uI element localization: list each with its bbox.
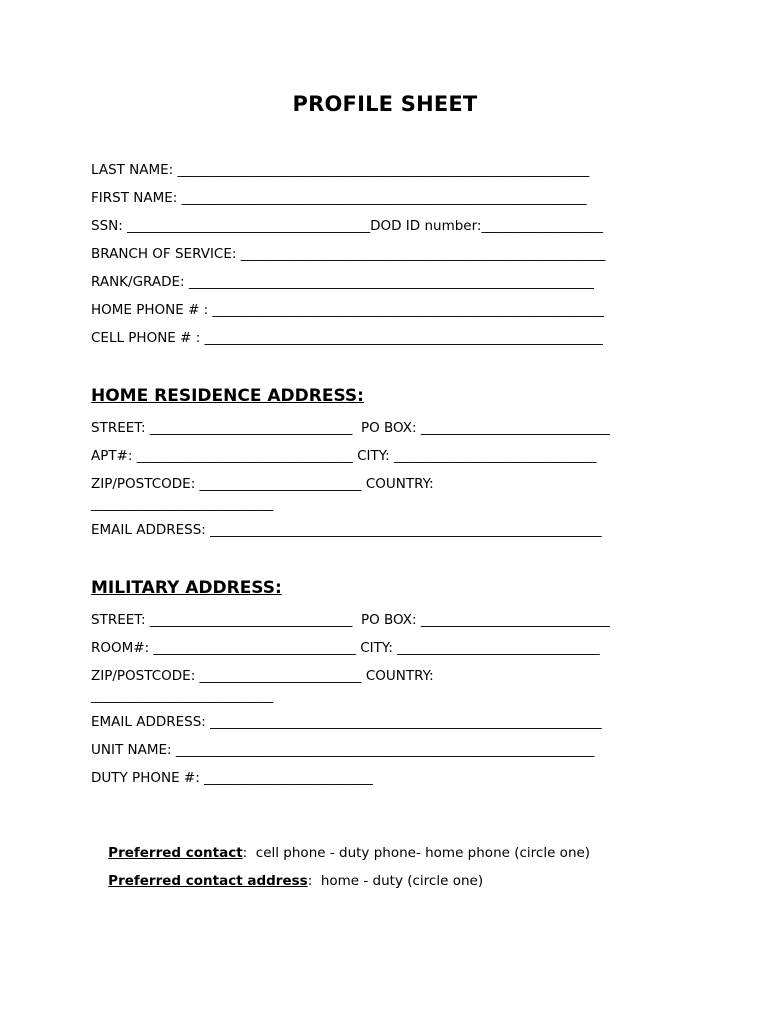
cell-phone-field[interactable]: CELL PHONE # : ___________________________________________________________ (91, 330, 603, 346)
duty-phone-field[interactable]: DUTY PHONE #: _________________________ (91, 770, 373, 786)
rank-grade-field[interactable]: RANK/GRADE: ____________________________________________________________ (91, 274, 594, 290)
home-phone-field[interactable]: HOME PHONE # : __________________________________________________________ (91, 302, 605, 318)
preferred-contact-address-options[interactable]: : home - duty (circle one) (307, 873, 484, 889)
military-address-heading: MILITARY ADDRESS: (91, 578, 282, 598)
home-email-field[interactable]: EMAIL ADDRESS: __________________________________________________________ (91, 522, 602, 538)
home-street-pobox-field[interactable]: STREET: ______________________________ PO BOX: ____________________________ (91, 420, 610, 436)
preferred-contact-options[interactable]: : cell phone - duty phone- home phone (circle one) (242, 845, 591, 861)
ssn-dod-id-field[interactable]: SSN: ____________________________________DOD ID number:__________________ (91, 218, 603, 234)
page-title: PROFILE SHEET (292, 92, 478, 116)
military-street-pobox-field[interactable]: STREET: ______________________________ PO BOX: ____________________________ (91, 612, 610, 628)
military-zip-country-field[interactable]: ZIP/POSTCODE: ________________________ COUNTRY: (91, 668, 434, 684)
military-room-city-field[interactable]: ROOM#: ______________________________ CITY: ______________________________ (91, 640, 600, 656)
military-email-field[interactable]: EMAIL ADDRESS: __________________________________________________________ (91, 714, 602, 730)
home-zip-country-field[interactable]: ZIP/POSTCODE: ________________________ COUNTRY: (91, 476, 434, 492)
preferred-contact-label: Preferred contact (108, 845, 243, 861)
unit-name-field[interactable]: UNIT NAME: ______________________________________________________________ (91, 742, 595, 758)
branch-of-service-field[interactable]: BRANCH OF SERVICE: ______________________________________________________ (91, 246, 606, 262)
preferred-contact-address-label: Preferred contact address (108, 873, 308, 889)
preferred-contact-address-row (91, 854, 483, 908)
first-name-field[interactable]: FIRST NAME: ____________________________________________________________ (91, 190, 587, 206)
home-apt-city-field[interactable]: APT#: ________________________________ CITY: ______________________________ (91, 448, 597, 464)
military-country-continuation[interactable]: ___________________________ (91, 688, 274, 704)
last-name-field[interactable]: LAST NAME: _____________________________________________________________ (91, 162, 590, 178)
home-address-heading: HOME RESIDENCE ADDRESS: (91, 386, 364, 406)
home-country-continuation[interactable]: ___________________________ (91, 496, 274, 512)
